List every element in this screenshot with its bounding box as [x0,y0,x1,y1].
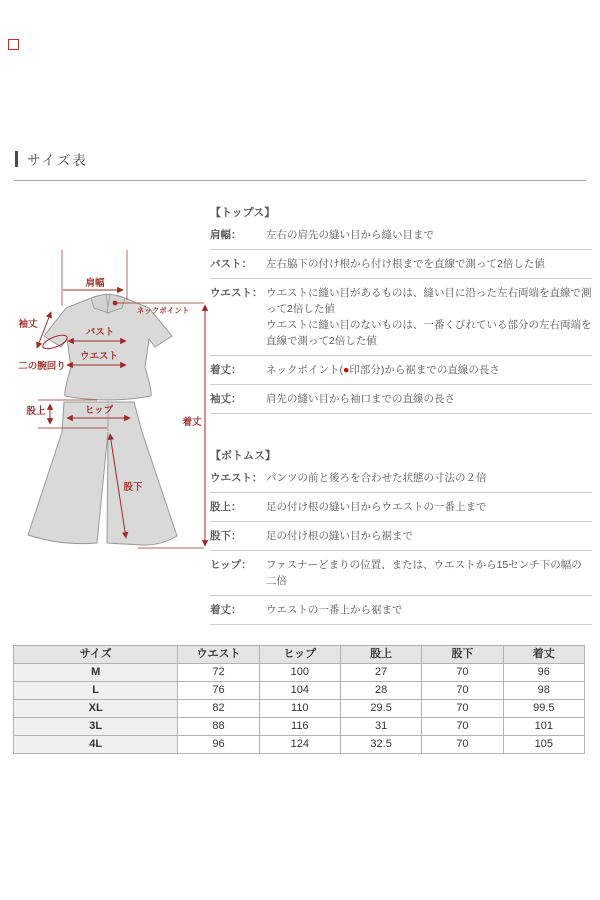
def-row-bottoms-inseam [210,522,592,551]
value-cell: 29.5 [340,700,421,718]
def-text-main: ウエストに縫い目があるものは、縫い目に沿った左右両端を直線で測って2倍した値 [266,287,592,315]
def-text [266,528,592,544]
def-row-tops-shoulder [210,221,592,250]
def-row-bottoms-rise [210,493,592,522]
def-term: 肩幅： [210,229,242,241]
def-term: ウエスト： [210,287,263,299]
def-text-main: ネックポイント( [266,364,343,376]
value-cell: 70 [422,718,503,736]
def-text [266,391,592,407]
value-cell: 98 [503,682,584,700]
value-cell: 116 [259,718,340,736]
def-row-tops-waist [210,279,592,356]
value-cell: 100 [259,664,340,682]
def-row-tops-length [210,356,592,385]
def-text [266,227,592,243]
def-text [266,602,592,618]
sleeve-length-label: 袖丈 [18,319,38,330]
col-header-waist: ウエスト [178,646,259,664]
def-text [266,499,592,515]
value-cell: 105 [503,736,584,754]
def-term: 着丈： [210,364,242,376]
value-cell: 70 [422,736,503,754]
value-cell: 28 [340,682,421,700]
value-cell: 72 [178,664,259,682]
col-header-length: 着丈 [503,646,584,664]
value-cell: 31 [340,718,421,736]
size-cell: XL [14,700,178,718]
col-header-hip: ヒップ [259,646,340,664]
col-header-rise: 股上 [340,646,421,664]
def-text-main: 足の付け根の縫い目から裾まで [266,530,413,542]
def-term: バスト： [210,258,252,270]
def-text-main: 左右脇下の付け根から付け根までを直線で測って2倍した値 [266,258,545,270]
value-cell: 110 [259,700,340,718]
value-cell: 82 [178,700,259,718]
def-text [266,256,592,272]
def-text [266,557,592,589]
def-row-bottoms-hip [210,551,592,596]
def-text [266,285,592,349]
value-cell: 70 [422,700,503,718]
value-cell: 27 [340,664,421,682]
neck-point-label: ネックポイント [136,306,190,315]
bottoms-heading: 【ボトムス】 [210,450,276,462]
def-text-post: 印部分)から裾までの直線の長さ [349,364,500,376]
upper-arm-label: 二の腕回り [18,361,66,372]
measurement-diagram [0,240,210,560]
def-text-main: ウエストの一番上から裾まで [266,604,403,616]
size-table [13,645,585,754]
value-cell: 70 [422,664,503,682]
table-row [14,664,585,682]
table-row [14,682,585,700]
size-cell: L [14,682,178,700]
def-text-main: パンツの前と後ろを合わせた状態の寸法の２倍 [266,472,487,484]
def-text-main: 左右の肩先の縫い目から縫い目まで [266,229,434,241]
def-text-secondary: ウエストに縫い目のないものは、一番くびれている部分の左右両端を直線で測って2倍した値 [266,319,592,347]
table-row [14,736,585,754]
def-term: ヒップ： [210,559,252,571]
def-term: 袖丈： [210,393,242,405]
def-row-tops-sleeve [210,385,592,414]
value-cell: 88 [178,718,259,736]
value-cell: 99.5 [503,700,584,718]
size-cell: 4L [14,736,178,754]
rise-label: 股上 [26,406,46,417]
table-row [14,700,585,718]
def-term: 着丈： [210,604,242,616]
value-cell: 32.5 [340,736,421,754]
title-divider [14,180,586,181]
neck-point-mark: ● [343,364,350,376]
value-cell: 124 [259,736,340,754]
inseam-label: 股下 [123,482,143,493]
broken-image-icon [8,39,19,50]
section-title [15,149,88,169]
shoulder-width-label: 肩幅 [85,278,105,289]
table-row [14,718,585,736]
value-cell: 96 [178,736,259,754]
def-text-main: 肩先の縫い目から袖口までの直線の長さ [266,393,455,405]
def-text [266,470,592,486]
bust-label: バスト [85,327,115,338]
value-cell: 96 [503,664,584,682]
size-table-header-row [14,646,585,664]
value-cell: 76 [178,682,259,700]
waist-label: ウエスト [79,351,119,362]
value-cell: 70 [422,682,503,700]
value-cell: 101 [503,718,584,736]
def-row-bottoms-length [210,596,592,625]
def-text-main: ファスナーどまりの位置、または、ウエストから15センチ下の幅の二倍 [266,559,582,587]
def-term: 股下： [210,530,242,542]
def-term: 股上： [210,501,242,513]
size-cell: 3L [14,718,178,736]
def-text [266,362,592,378]
length-label: 着丈 [182,417,202,428]
def-row-tops-bust [210,250,592,279]
tops-heading: 【トップス】 [210,207,276,219]
hip-label: ヒップ [84,405,114,416]
definitions-column [210,205,592,625]
col-header-inseam: 股下 [422,646,503,664]
def-row-bottoms-waist [210,464,592,493]
col-header-size: サイズ [14,646,178,664]
page-title: サイズ表 [27,153,88,168]
value-cell: 104 [259,682,340,700]
title-accent-bar [15,151,18,167]
size-cell: M [14,664,178,682]
def-term: ウエスト： [210,472,263,484]
def-text-main: 足の付け根の縫い目からウエストの一番上まで [266,501,487,513]
